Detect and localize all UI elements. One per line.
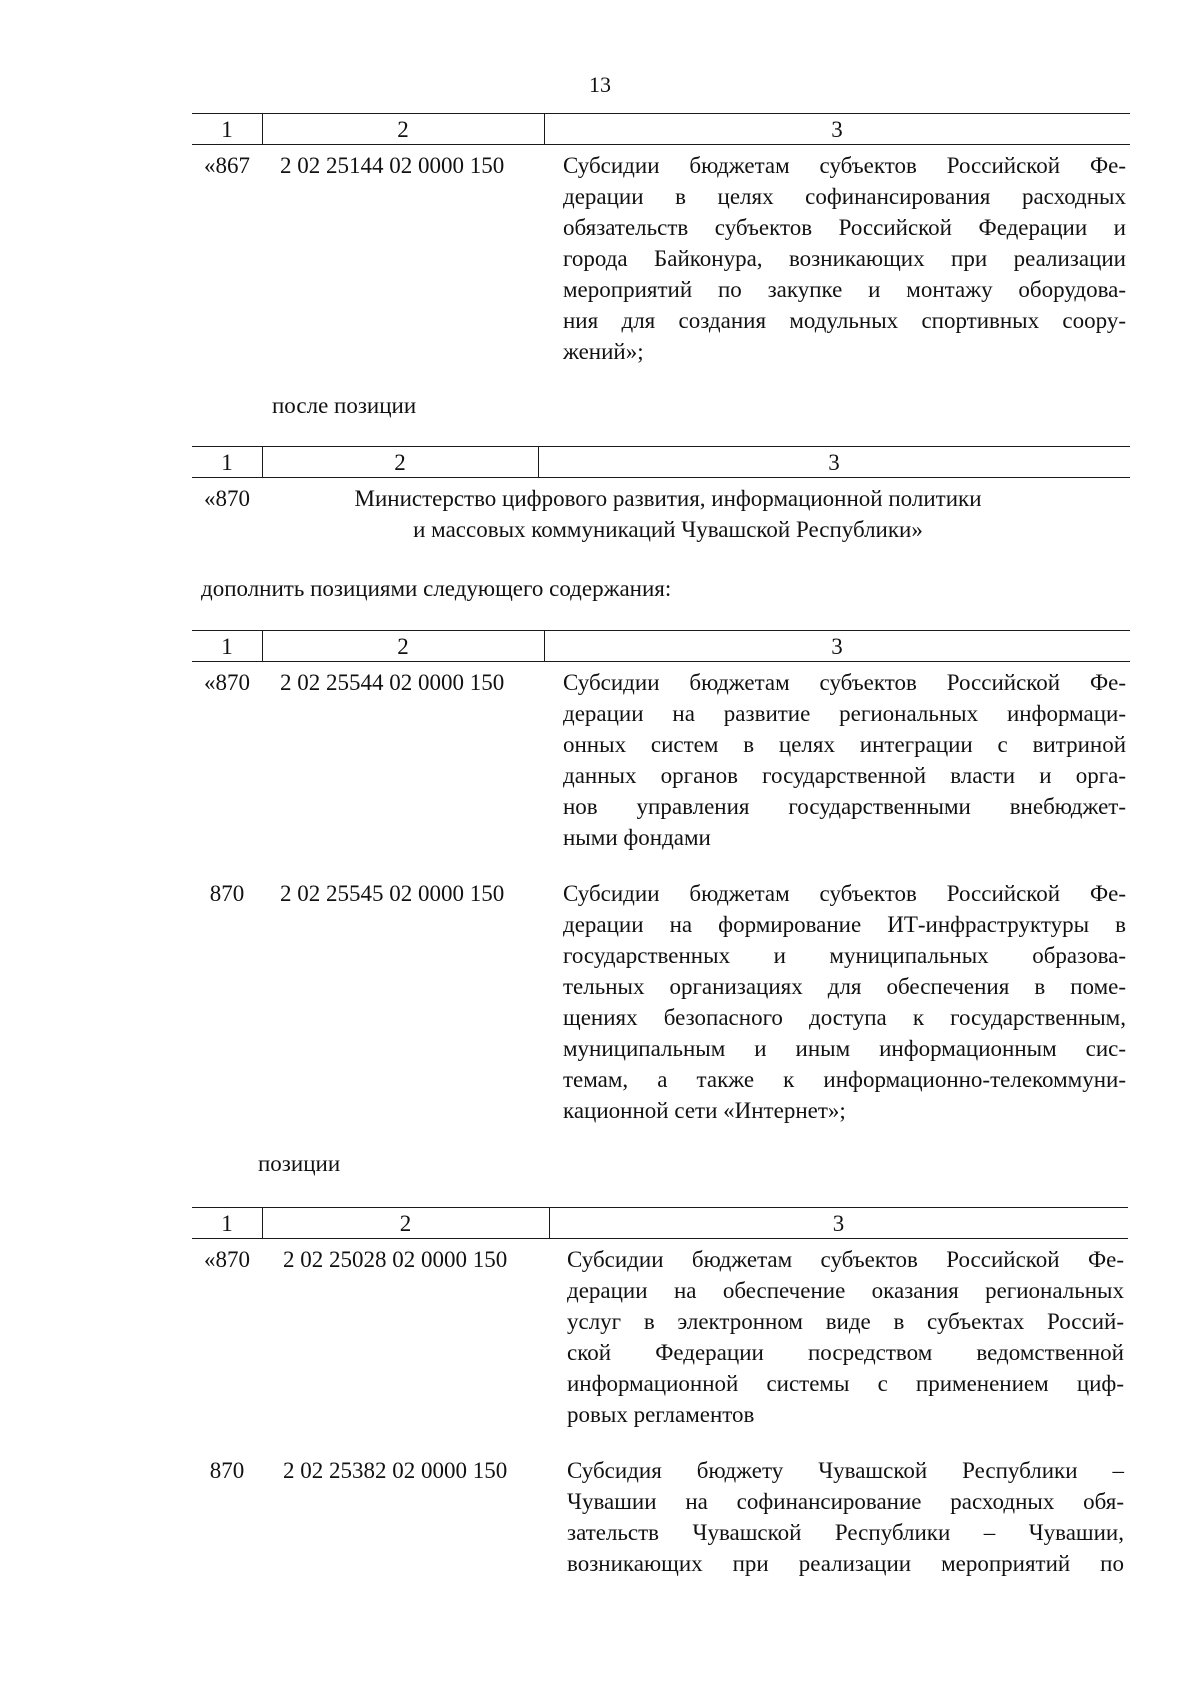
table-4 [192,1207,1128,1585]
description-line: услуг в электронном виде в субъектах Россий- [567,1309,1124,1334]
description-line: нов управления государственными внебюджет- [563,794,1126,819]
description-line: Субсидии бюджетам субъектов Российской Фе- [563,881,1126,906]
ministry-name [262,483,1130,545]
description-line: дерации на обеспечение оказания региональных [567,1278,1124,1303]
header-col-1: 1 [221,117,233,142]
paragraph-after-position: после позиции [272,393,417,418]
description-line: дерации на формирование ИТ-инфраструктуры в [563,912,1126,937]
row-number: «867 [204,153,250,178]
row-description [567,1244,1124,1430]
budget-code: 2 02 25028 02 0000 150 [283,1247,508,1272]
description-line: ными фондами [563,825,711,850]
table-row [192,1455,1128,1585]
page-number: 13 [589,72,611,97]
description-line: муниципальным и иным информационным сис- [563,1036,1126,1061]
description-line: темам, а также к информационно-телекоммуни- [563,1067,1126,1092]
row-description [563,667,1126,853]
description-line: мероприятий по закупке и монтажу оборудова- [563,277,1126,302]
row-number: «870 [204,486,250,511]
row-number: 870 [209,1458,245,1483]
budget-code: 2 02 25545 02 0000 150 [280,881,505,906]
description-line: зательств Чувашской Республики – Чувашии, [567,1520,1124,1545]
table-header [192,446,1130,478]
description-line: обязательств субъектов Российской Федерации и [563,215,1126,240]
description-line: онных систем в целях интеграции с витриной [563,732,1126,757]
ministry-name-line: Министерство цифрового развития, информационной политики [354,486,982,511]
description-line: дерации на развитие региональных информаци- [563,701,1126,726]
description-line: тельных организациях для обеспечения в поме- [563,974,1126,999]
description-line: ровых регламентов [567,1402,755,1427]
header-col-2: 2 [394,450,406,475]
header-col-2: 2 [399,1211,412,1236]
header-col-3: 3 [832,1211,845,1236]
description-line: ской Федерации посредством ведомственной [567,1340,1124,1365]
row-number: «870 [204,670,250,695]
row-number: «870 [204,1247,250,1272]
header-col-2: 2 [397,117,409,142]
ministry-name-line: и массовых коммуникаций Чувашской Республики» [413,517,923,542]
table-header [192,1207,1128,1239]
row-description [563,150,1126,367]
row-number: 870 [209,881,245,906]
header-col-3: 3 [828,450,840,475]
description-line: Чувашии на софинансирование расходных обя- [567,1489,1124,1514]
budget-code: 2 02 25382 02 0000 150 [283,1458,508,1483]
description-line: государственных и муниципальных образова- [563,943,1126,968]
header-col-3: 3 [831,634,843,659]
header-col-1: 1 [221,1211,233,1236]
description-line: возникающих при реализации мероприятий по [567,1551,1124,1576]
description-line: данных органов государственной власти и орга- [563,763,1126,788]
description-line: Субсидии бюджетам субъектов Российской Фе- [567,1247,1124,1272]
description-line: Субсидии бюджетам субъектов Российской Фе- [563,153,1126,178]
table-row [192,150,1130,367]
description-line: Субсидии бюджетам субъектов Российской Фе- [563,670,1126,695]
header-col-2: 2 [397,634,409,659]
table-header [192,630,1130,662]
table-row [192,878,1130,1128]
table-row [192,1244,1128,1455]
header-col-3: 3 [831,117,843,142]
header-col-1: 1 [221,450,233,475]
description-line: дерации в целях софинансирования расходных [563,184,1126,209]
description-line: кационной сети «Интернет»; [563,1098,846,1123]
header-col-1: 1 [221,634,233,659]
paragraph-supplement: дополнить позициями следующего содержания: [201,576,672,601]
table-row [192,667,1130,878]
budget-code: 2 02 25544 02 0000 150 [280,670,505,695]
table-3 [192,630,1130,1128]
description-line: Субсидия бюджету Чувашской Республики – [567,1458,1124,1483]
description-line: информационной системы с применением циф- [567,1371,1124,1396]
table-2 [192,446,1130,547]
description-line: жений»; [563,339,644,364]
table-row [192,483,1130,547]
table-1 [192,113,1130,367]
description-line: щениях безопасного доступа к государственным, [563,1005,1126,1030]
row-description [567,1455,1124,1579]
budget-code: 2 02 25144 02 0000 150 [280,153,505,178]
paragraph-positions: позиции [258,1151,341,1176]
description-line: города Байконура, возникающих при реализации [563,246,1126,271]
row-description [563,878,1126,1126]
table-header [192,113,1130,145]
description-line: ния для создания модульных спортивных соору- [563,308,1126,333]
